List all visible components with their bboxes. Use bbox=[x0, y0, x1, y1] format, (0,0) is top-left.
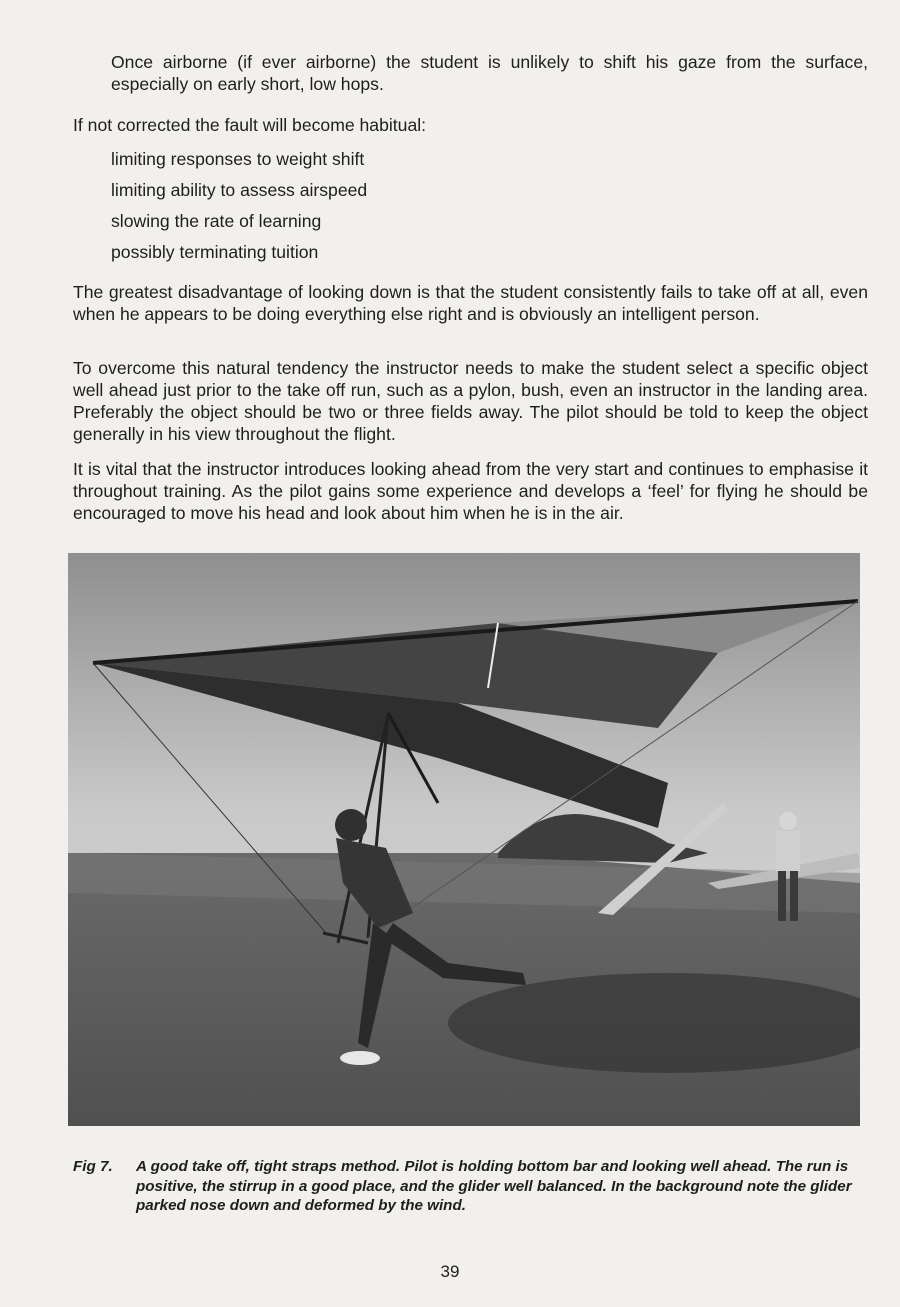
figure-caption-text: A good take off, tight straps method. Pilot is holding bottom bar and looking well ahead. The run is positive, the stirrup in a good place, and the glider well balanced. In the background note the glider parked nose down and deformed by the wind. bbox=[136, 1158, 852, 1214]
list-item: limiting ability to assess airspeed bbox=[111, 180, 368, 200]
paragraph-habitual-fault: If not corrected the fault will become habitual: bbox=[73, 115, 427, 135]
page-number: 39 bbox=[440, 1262, 460, 1281]
fault-effects-list bbox=[111, 148, 367, 272]
list-item: slowing the rate of learning bbox=[111, 211, 322, 231]
paragraph-vital: It is vital that the instructor introduces looking ahead from the very start and continues to emphasise it throughout training. As the pilot gains some experience and develops a ‘feel’ for flying he should be encouraged to move his head and look about him when he is in the air. bbox=[73, 459, 868, 523]
paragraph-overcome: To overcome this natural tendency the instructor needs to make the student select a specific object well ahead just prior to the take off run, such as a pylon, bush, even an instructor in the landing area. Preferably the object should be two or three fields away. The pilot should be told to keep the object generally in his view throughout the flight. bbox=[73, 358, 868, 444]
paragraph-disadvantage: The greatest disadvantage of looking down is that the student consistently fails to take off at all, even when he appears to be doing everything else right and is obviously an intelligent person. bbox=[73, 282, 868, 324]
hang-glider-takeoff-photo bbox=[68, 553, 860, 1126]
list-item: limiting responses to weight shift bbox=[111, 149, 365, 169]
list-item: possibly terminating tuition bbox=[111, 242, 319, 262]
paragraph-airborne: Once airborne (if ever airborne) the student is unlikely to shift his gaze from the surface, especially on early short, low hops. bbox=[111, 52, 868, 94]
figure-label: Fig 7. bbox=[73, 1158, 113, 1175]
